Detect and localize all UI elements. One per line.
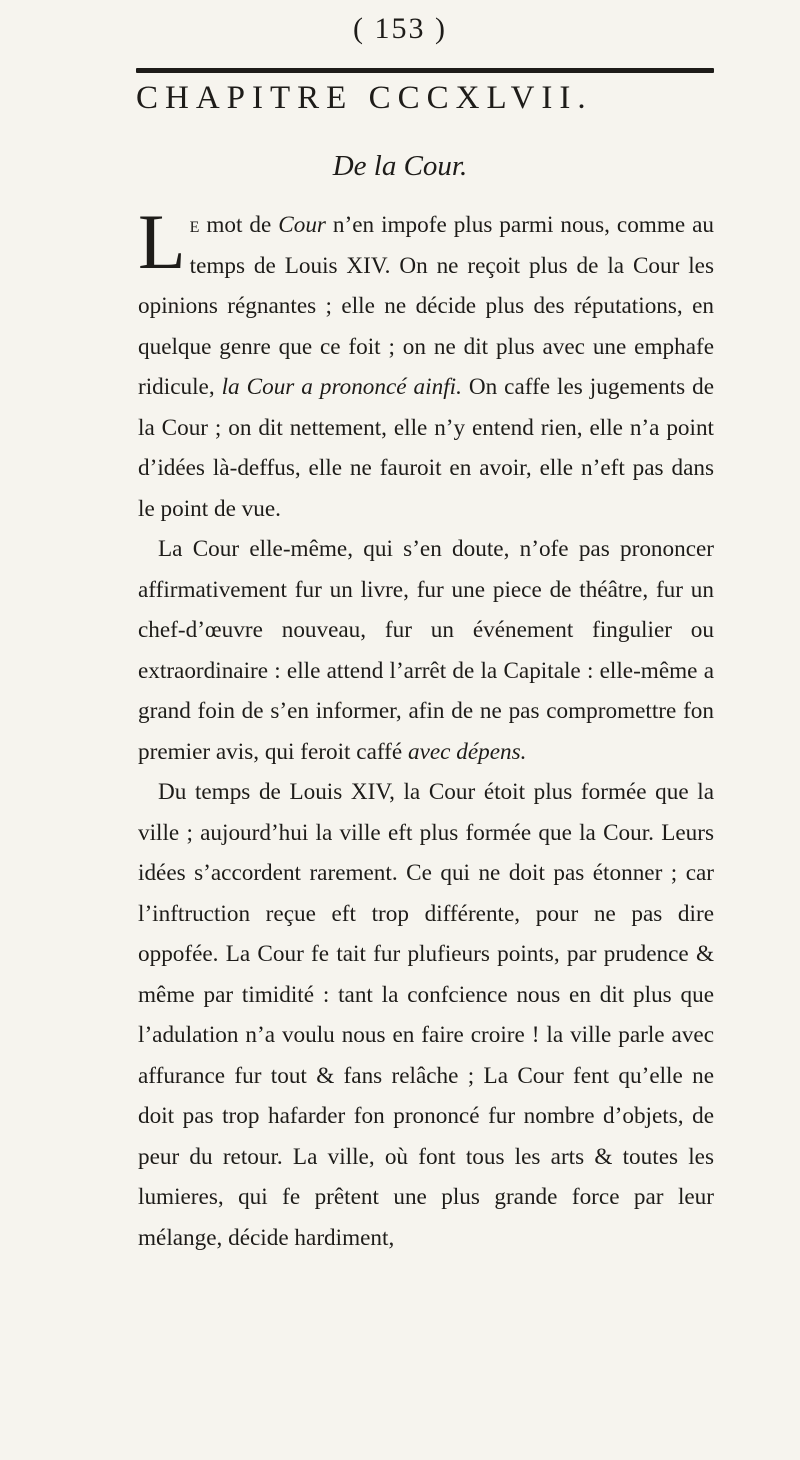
paragraph-3	[138, 772, 714, 1258]
text-segment: La Cour elle-même, qui s’en doute, n’ofe pas prononcer affirmativement fur un livre, fur une piece de théâtre, fur un chef-d’œuvre nouveau, fur un événement fingulier ou extraordinaire : elle attend l’arrêt de la Capitale : elle-même a grand foin de s’en informer, afin de ne pas compromettre fon premier avis, qui feroit caffé	[138, 536, 714, 765]
text-segment-italic: avec dépens.	[407, 738, 527, 765]
header-rule	[136, 68, 714, 73]
text-segment: e	[189, 212, 200, 238]
page-number: ( 153 )	[353, 12, 447, 45]
text-segment: n’en impofe plus parmi nous, comme au temps de Louis XIV. On ne reçoit plus de la Cour les opinions régnantes ; elle ne décide plus des réputations, en quelque genre que ce foit ; on ne dit plus avec une emphafe ridicule,	[138, 212, 714, 400]
section-title: De la Cour.	[332, 150, 468, 182]
text-segment: Du temps de Louis XIV, la Cour étoit plus formée que la ville ; aujourd’hui la ville eft plus formée que la Cour. Leurs idées s’accordent rarement. Ce qui ne doit pas étonner ; car l’inftruction reçue eft trop différente, pour ne pas dire oppofée. La Cour fe tait fur plufieurs points, par prudence & même par timidité : tant la confcience nous en dit plus que l’adulation n’a voulu nous en faire croire ! la ville parle avec affurance fur tout & fans relâche ; La Cour fent qu’elle ne doit pas trop hafarder fon prononcé fur nombre d’objets, de peur du retour. La ville, où font tous les arts & toutes les lumieres, qui fe prêtent une plus grande force par leur mélange, décide hardiment,	[138, 779, 714, 1251]
text-segment-italic: Cour	[278, 212, 326, 238]
text-segment: On caffe les jugements de la Cour ; on dit nettement, elle n’y entend rien, elle n’a point d’idées là-deffus, elle ne fauroit en avoir, elle n’eft pas dans le point de vue.	[138, 374, 714, 522]
drop-cap: L	[138, 198, 186, 285]
paragraph-1	[138, 198, 714, 529]
body-text	[138, 198, 714, 1258]
text-segment-italic: la Cour a prononcé ainfi.	[221, 374, 462, 400]
text-segment: mot de	[199, 212, 279, 238]
chapter-title: CHAPITRE CCCXLVII.	[136, 80, 593, 116]
paragraph-2	[138, 529, 714, 772]
